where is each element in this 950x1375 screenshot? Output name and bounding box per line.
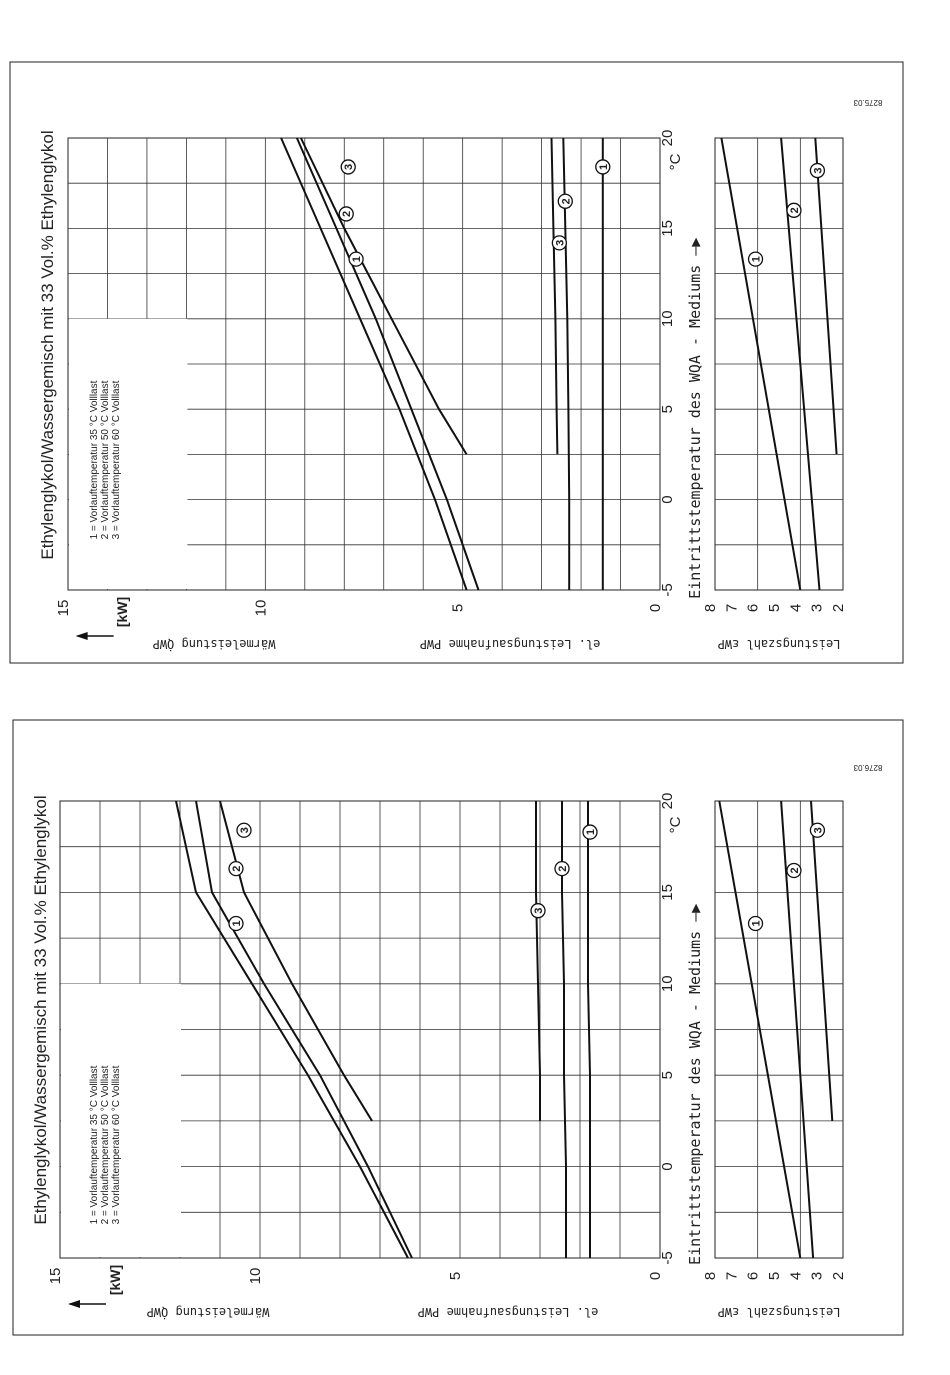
legend-entry-2: 2 = Vorlauftemperatur 50 °C Volllast: [100, 380, 111, 540]
cop-axis-label: Leistungszahl εWP: [717, 1305, 841, 1319]
series-marker: [810, 164, 824, 178]
series-marker: [339, 207, 353, 221]
chart-title: Ethylenglykol/Wassergemisch mit 33 Vol.% Ethylenglykol: [38, 130, 57, 560]
lower-y-tick-label: 8: [702, 603, 719, 613]
lower-y-tick-label: 7: [723, 1271, 741, 1281]
series-marker-label: 3: [812, 167, 825, 174]
series-marker: [810, 823, 824, 837]
series-marker-label: 2: [788, 867, 801, 874]
x-tick-label: 0: [659, 495, 676, 504]
x-unit-label: °C: [667, 153, 684, 171]
series-marker-label: 1: [231, 920, 243, 927]
x-axis-label: Eintrittstemperatur des WQA - Mediums —▶: [686, 903, 704, 1265]
lower-y-tick-label: 4: [787, 603, 805, 613]
cop-axis-label: Leistungszahl εWP: [717, 637, 841, 651]
x-tick-label: -5: [659, 583, 676, 597]
upper-series-line-1: [588, 801, 590, 1258]
lower-y-tick-label: 6: [744, 603, 762, 613]
upper-y-tick-label: 0: [647, 603, 664, 613]
lower-y-tick-label: 5: [766, 1271, 783, 1281]
upper-series-line-3: [552, 138, 558, 454]
figure-id: 8276.03: [853, 763, 883, 772]
x-tick-label: 20: [659, 792, 676, 810]
upper-y-tick-label: 15: [55, 599, 72, 617]
lower-y-tick-label: 3: [808, 1271, 826, 1281]
upper-y-tick-label: 0: [647, 1271, 664, 1281]
x-tick-label: 5: [659, 1071, 676, 1080]
series-marker: [558, 194, 572, 208]
series-marker-label: 3: [812, 827, 825, 834]
x-tick-label: 5: [659, 405, 676, 414]
lower-y-tick-label: 3: [808, 603, 826, 613]
legend-entry-2: 2 = Vorlauftemperatur 50 °C Volllast: [100, 1065, 111, 1225]
series-marker: [787, 863, 801, 877]
x-tick-label: 20: [659, 129, 676, 147]
upper-series-line-3: [220, 801, 372, 1121]
upper-y-tick-label: 10: [252, 599, 270, 617]
upper-y-tick-label: 5: [449, 603, 467, 613]
x-tick-label: 0: [659, 1162, 676, 1171]
upper-unit-label: [kW]: [107, 1264, 123, 1296]
legend-entry-1: 1 = Vorlauftemperatur 35 °C Volllast: [89, 380, 100, 540]
lower-y-tick-label: 2: [830, 603, 847, 613]
series-marker: [237, 823, 251, 837]
lower-y-tick-label: 7: [723, 603, 741, 613]
series-marker-label: 1: [750, 256, 763, 263]
series-marker: [555, 862, 569, 876]
series-marker: [341, 160, 355, 174]
heat-arrow-head: [68, 1300, 80, 1308]
chart-panel-1: [0, 0, 950, 685]
series-marker-label: 2: [341, 210, 354, 217]
series-marker: [229, 862, 243, 876]
x-tick-label: 15: [659, 220, 676, 237]
x-axis-label: Eintrittstemperatur des WQA - Mediums —▶: [686, 237, 704, 599]
series-marker-label: 1: [585, 829, 597, 836]
series-marker-label: 2: [231, 865, 243, 872]
series-marker-label: 2: [560, 198, 573, 205]
lower-y-tick-label: 4: [787, 1271, 805, 1281]
series-marker-label: 2: [557, 865, 569, 872]
upper-y-tick-label: 10: [247, 1267, 264, 1285]
upper-series-line-3: [536, 801, 540, 1121]
series-marker: [552, 236, 566, 250]
chart-svg-1: [0, 0, 950, 685]
figure-id: 8275.03: [853, 98, 883, 107]
series-marker-label: 3: [239, 827, 251, 834]
x-tick-label: 10: [659, 975, 676, 993]
lower-y-tick-label: 6: [744, 1271, 762, 1281]
x-unit-label: °C: [667, 816, 684, 834]
chart-svg-2: [0, 685, 950, 1370]
series-marker: [349, 252, 363, 266]
heat-arrow-head: [76, 632, 88, 640]
series-marker: [229, 916, 243, 930]
lower-y-tick-label: 5: [766, 603, 783, 613]
lower-y-tick-label: 8: [702, 1271, 719, 1281]
upper-y-tick-label: 15: [47, 1267, 64, 1285]
x-tick-label: 15: [659, 884, 676, 901]
series-marker-label: 3: [533, 907, 545, 914]
legend-entry-3: 3 = Vorlauftemperatur 60 °C Volllast: [111, 380, 122, 540]
lower-grid: [715, 801, 843, 1258]
upper-y-tick-label: 5: [447, 1271, 464, 1281]
series-marker: [596, 160, 610, 174]
series-marker-label: 1: [597, 163, 610, 170]
series-marker: [531, 904, 545, 918]
series-marker-label: 3: [554, 239, 567, 246]
power-input-axis-label: el. Leistungsaufnahme PWP: [419, 637, 601, 651]
series-marker-label: 1: [351, 256, 364, 263]
legend-entry-3: 3 = Vorlauftemperatur 60 °C Volllast: [111, 1065, 122, 1225]
legend-entry-1: 1 = Vorlauftemperatur 35 °C Volllast: [89, 1065, 100, 1225]
heat-output-axis-label: Wärmeleistung Q̇WP: [146, 1305, 270, 1319]
heat-output-axis-label: Wärmeleistung Q̇WP: [152, 637, 276, 651]
series-marker: [749, 916, 763, 930]
series-marker-label: 3: [343, 163, 356, 170]
series-marker-label: 1: [750, 920, 763, 927]
chart-title: Ethylenglykol/Wassergemisch mit 33 Vol.% Ethylenglykol: [31, 795, 50, 1225]
lower-y-tick-label: 2: [830, 1271, 847, 1281]
lower-series-line-3: [815, 138, 836, 454]
power-input-axis-label: el. Leistungsaufnahme PWP: [417, 1305, 599, 1319]
upper-grid: [60, 801, 660, 1258]
series-marker: [787, 203, 801, 217]
series-marker: [583, 825, 597, 839]
chart-panel-2: [0, 685, 950, 1370]
series-marker-label: 2: [788, 207, 801, 214]
lower-series-line-3: [811, 801, 832, 1121]
upper-unit-label: [kW]: [114, 596, 131, 628]
x-tick-label: -5: [659, 1251, 676, 1265]
legend-box: [69, 319, 187, 589]
x-tick-label: 10: [659, 310, 676, 328]
series-marker: [749, 252, 763, 266]
